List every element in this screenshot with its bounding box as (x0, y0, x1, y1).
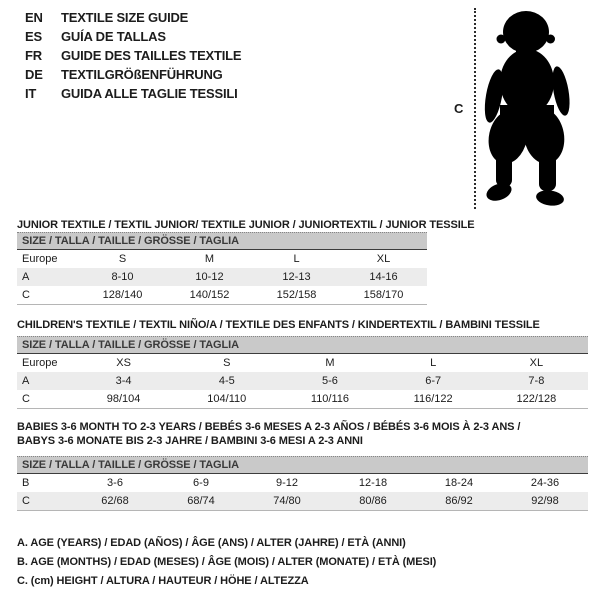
size-table-header-bar: SIZE / TALLA / TAILLE / GRÖSSE / TAGLIA (17, 232, 427, 250)
size-value-cell: 9-12 (275, 477, 299, 489)
size-value-cell: XS (116, 357, 131, 369)
size-value-cell: 140/152 (189, 289, 230, 301)
size-value-cell: M (325, 357, 335, 369)
size-value-cell: 152/158 (276, 289, 317, 301)
size-value-cell: 8-10 (111, 271, 134, 283)
language-code: ES (25, 29, 42, 44)
language-row (25, 65, 241, 84)
size-column-header-row (17, 250, 427, 268)
row-label-cell: A (22, 271, 30, 283)
size-value-cell: 4-5 (218, 375, 235, 387)
height-measure-label: C (454, 101, 464, 116)
section-title (17, 420, 520, 448)
size-value-cell: 74/80 (273, 495, 301, 507)
language-title-list (25, 8, 241, 103)
row-label-cell: Europe (22, 357, 58, 369)
row-label-cell: C (22, 495, 30, 507)
size-value-cell: 7-8 (528, 375, 545, 387)
section-title-line: BABYS 3-6 MONATE BIS 2-3 JAHRE / BAMBINI 3-6 MESI A 2-3 ANNI (17, 435, 363, 447)
size-value-cell: 3-4 (115, 375, 132, 387)
table-row (17, 372, 588, 390)
size-value-cell: 68/74 (187, 495, 215, 507)
size-value-cell: 98/104 (106, 393, 141, 405)
size-value-cell: 14-16 (369, 271, 398, 283)
size-value-cell: 110/116 (310, 393, 350, 405)
size-value-cell: XL (376, 253, 391, 265)
measurement-legend (17, 534, 436, 591)
section-title (17, 218, 475, 232)
language-row (25, 8, 241, 27)
size-value-cell: 6-9 (193, 477, 209, 489)
size-value-cell: S (223, 357, 231, 369)
language-row (25, 46, 241, 65)
language-code: IT (25, 86, 37, 101)
language-code: FR (25, 48, 42, 63)
legend-line: A. AGE (YEARS) / EDAD (AÑOS) / ÂGE (ANS) / ALTER (JAHRE) / ETÀ (ANNI) (17, 537, 406, 549)
legend-line: C. (cm) HEIGHT / ALTURA / HAUTEUR / HÖHE / ALTEZZA (17, 575, 309, 587)
table-row (17, 492, 588, 510)
size-value-cell: 80/86 (359, 495, 387, 507)
size-value-cell: 5-6 (322, 375, 338, 387)
size-value-cell: 18-24 (444, 477, 474, 489)
size-table (17, 336, 588, 409)
row-label-cell: A (22, 375, 30, 387)
size-table (17, 232, 427, 305)
section-title-line: JUNIOR TEXTILE / TEXTIL JUNIOR/ TEXTILE JUNIOR / JUNIORTEXTIL / JUNIOR TESSILE (17, 219, 475, 231)
size-value-cell: XL (529, 357, 544, 369)
size-value-cell: 158/170 (363, 289, 404, 301)
size-value-cell: 128/140 (102, 289, 143, 301)
table-row (17, 474, 588, 492)
size-value-cell: 6-7 (425, 375, 442, 387)
row-label-cell: C (22, 393, 30, 405)
size-value-cell: 122/128 (516, 393, 557, 405)
row-label-cell: B (22, 477, 30, 489)
size-table-grid (17, 474, 588, 510)
language-title: TEXTILE SIZE GUIDE (61, 10, 189, 25)
table-row (17, 390, 588, 408)
language-row (25, 27, 241, 46)
size-value-cell: 92/98 (531, 495, 559, 507)
language-code: DE (25, 67, 43, 82)
language-code: EN (25, 10, 43, 25)
height-measure-dashed-line (474, 8, 476, 209)
table-row (17, 268, 427, 286)
size-column-header-row (17, 354, 588, 372)
language-title: TEXTILGRÖßENFÜHRUNG (61, 67, 223, 82)
size-table-grid (17, 354, 588, 408)
legend-line: B. AGE (MONTHS) / EDAD (MESES) / ÂGE (MOIS) / ALTER (MONATE) / ETÀ (MESI) (17, 556, 437, 568)
baby-figure (450, 0, 600, 220)
language-title: GUÍA DE TALLAS (61, 29, 166, 44)
section-title-line: BABIES 3-6 MONTH TO 2-3 YEARS / BEBÉS 3-6 MESES A 2-3 AÑOS / BÉBÉS 3-6 MOIS À 2-3 ANS / (17, 421, 521, 433)
size-value-cell: 3-6 (107, 477, 123, 489)
row-label-cell: C (22, 289, 30, 301)
size-value-cell: M (204, 253, 215, 265)
size-value-cell: L (430, 357, 437, 369)
size-table-header-bar: SIZE / TALLA / TAILLE / GRÖSSE / TAGLIA (17, 336, 588, 354)
size-value-cell: 12-13 (282, 271, 311, 283)
language-title: GUIDE DES TAILLES TEXTILE (61, 48, 242, 63)
size-table-header-bar: SIZE / TALLA / TAILLE / GRÖSSE / TAGLIA (17, 456, 588, 474)
size-value-cell: 104/110 (207, 393, 247, 405)
size-value-cell: 116/122 (413, 393, 453, 405)
size-value-cell: 24-36 (530, 477, 560, 489)
size-table-grid (17, 250, 427, 304)
table-row (17, 286, 427, 304)
language-title: GUIDA ALLE TAGLIE TESSILI (61, 86, 238, 101)
size-table (17, 456, 588, 511)
size-value-cell: L (293, 253, 300, 265)
size-value-cell: 12-18 (358, 477, 388, 489)
row-label-cell: Europe (22, 253, 58, 265)
size-value-cell: 86/92 (445, 495, 473, 507)
section-title (17, 318, 540, 332)
size-value-cell: 10-12 (195, 271, 224, 283)
size-value-cell: S (118, 253, 127, 265)
section-title-line: CHILDREN'S TEXTILE / TEXTIL NIÑO/A / TEXTILE DES ENFANTS / KINDERTEXTIL / BAMBINI TESSILE (17, 319, 540, 331)
baby-silhouette-icon (480, 5, 590, 215)
size-value-cell: 62/68 (101, 495, 129, 507)
language-row (25, 84, 241, 103)
